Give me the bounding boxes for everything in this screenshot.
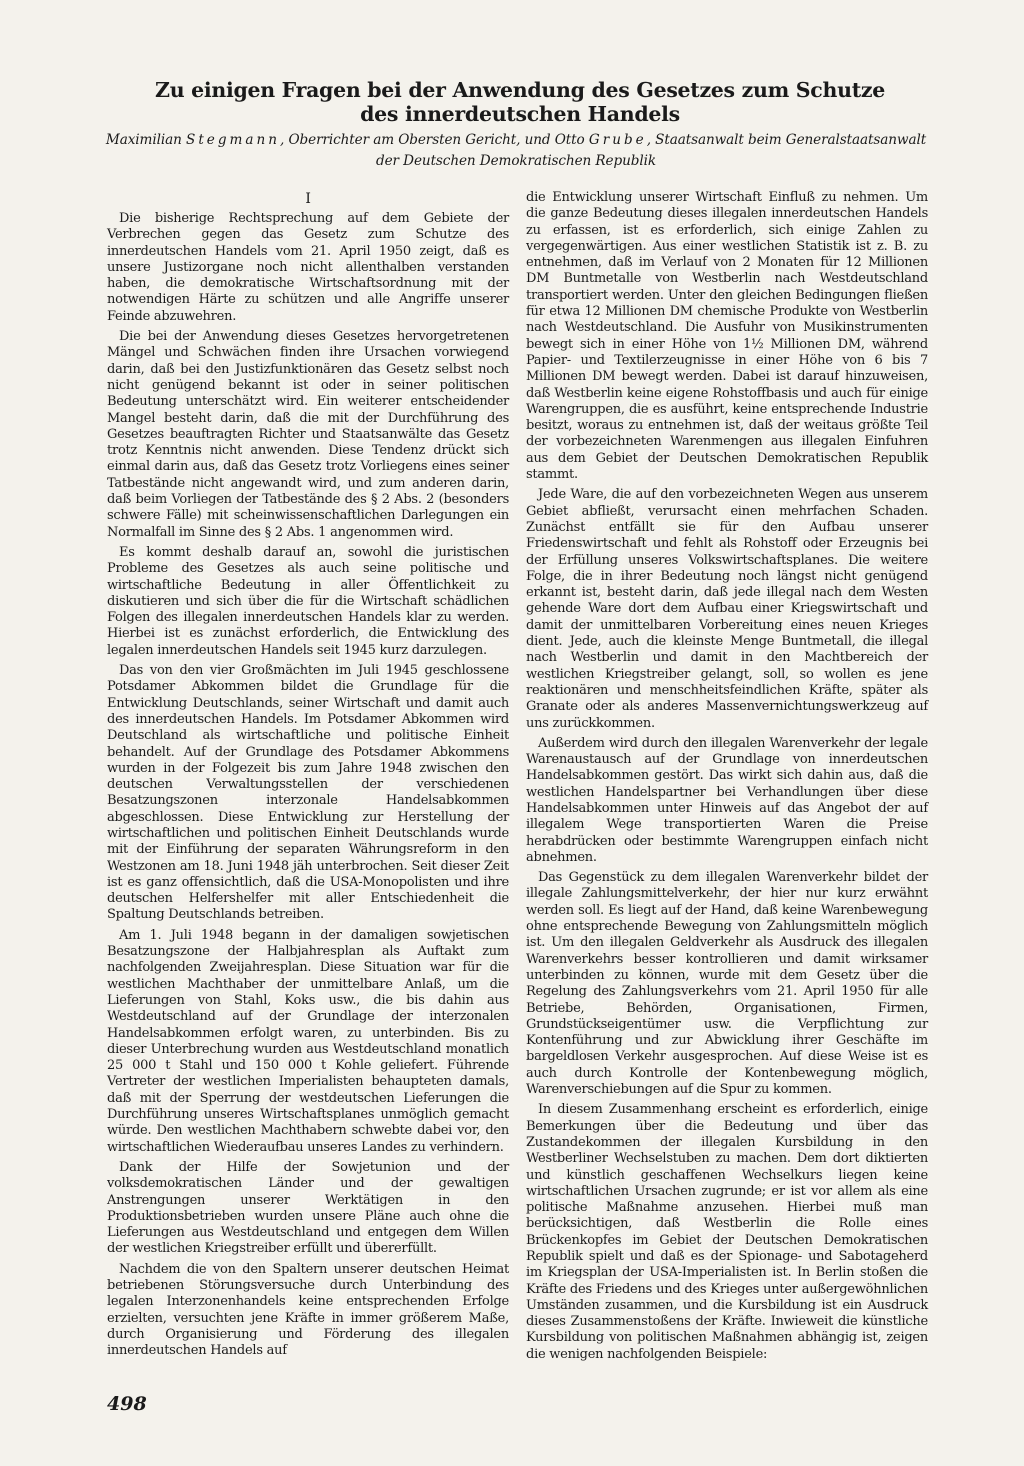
- left-paragraph: Dank der Hilfe der Sowjetunion und der volksdemokratischen Länder und der gewaltigen Anstrengungen unserer Werktätigen in den Produktionsbetrieben wurden unsere Pläne auch ohne die Lieferungen aus Westdeutschland und entgegen dem Willen der westlichen Kriegstreiber erfüllt und übererfüllt.: [107, 1159, 509, 1257]
- right-paragraph: Das Gegenstück zu dem illegalen Warenverkehr bildet der illegale Zahlungsmittelverkehr, der hier nur kurz erwähnt werden soll. Es liegt auf der Hand, daß keine Warenbewegung ohne entsprechende Bewegung von Zahlungsmitteln möglich ist. Um den illegalen Geldverkehr als Ausdruck des illegalen Warenverkehrs besser kontrollieren und damit wirksamer unterbinden zu können, wurde mit dem Gesetz über die Regelung des Zahlungsverkehrs vom 21. April 1950 für alle Betriebe, Behörden, Organisationen, Firmen, Grundstückseigentümer usw. die Verpflichtung zur Kontenführung und zur Abwicklung ihrer Geschäfte im bargeldlosen Verkehr ausgesprochen. Auf diese Weise ist es auch durch Kontrolle der Kontenbewegung möglich, Warenverschiebungen auf die Spur zu kommen.: [526, 870, 928, 1098]
- author1-last: Stegmann: [186, 132, 281, 148]
- author1-role: , Oberrichter am Obersten Gericht, und: [280, 132, 551, 148]
- right-paragraph: In diesem Zusammenhang erscheint es erforderlich, einige Bemerkungen über die Bedeutung und über das Zustandekommen der illegalen Kursbildung in den Westberliner Wechselstuben zu machen. Dem dort diktierten und künstlich geschaffenen Wechselkurs liegen keine wirtschaftlichen Ursachen zugrunde; er ist vor allem als eine politische Maßnahme anzusehen. Hierbei muß man berücksichtigen, daß Westberlin die Rolle eines Brückenkopfes im Gebiet der Deutschen Demokratischen Republik spielt und daß es der Spionage- und Sabotageherd im Kriegsplan der USA-Imperialisten ist. In Berlin stoßen die Kräfte des Friedens und des Krieges unter außergewöhnlichen Umständen zusammen, und die Kursbildung ist ein Ausdruck dieses Zusammenstoßens der Kräfte. Inwieweit die künstliche Kursbildung von politischen Maßnahmen abhängig ist, zeigen die wenigen nachfolgenden Beispiele:: [526, 1102, 928, 1362]
- article-authors: [98, 130, 934, 172]
- section-number: I: [305, 191, 311, 207]
- left-paragraph: Das von den vier Großmächten im Juli 1945 geschlossene Potsdamer Abkommen bildet die Grundlage für die Entwicklung Deutschlands, seiner Wirtschaft und damit auch des innerdeutschen Handels. Im Potsdamer Abkommen wird Deutschland als wirtschaftliche und politische Einheit behandelt. Auf der Grundlage des Potsdamer Abkommens wurden in der Folgezeit bis zum Jahre 1948 zwischen den deutschen Verwaltungsstellen der verschiedenen Besatzungszonen interzonale Handelsabkommen abgeschlossen. Diese Entwicklung zur Herstellung der wirtschaftlichen und politischen Einheit Deutschlands wurde mit der Einführung der separaten Währungsreform in den Westzonen am 18. Juni 1948 jäh unterbrochen. Seit dieser Zeit ist es ganz offensichtlich, daß die USA-Monopolisten und ihre deutschen Helfershelfer mit aller Entschiedenheit die Spaltung Deutschlands betreiben.: [107, 663, 509, 923]
- left-paragraph: Die bei der Anwendung dieses Gesetzes hervorgetretenen Mängel und Schwächen finden ihre Ursachen vorwiegend darin, daß bei den Justizfunktionären das Gesetz selbst noch nicht genügend bekannt ist oder in seiner politischen Bedeutung unterschätzt wird. Ein weiterer entscheidender Mangel besteht darin, daß die mit der Durchführung des Gesetzes beauftragten Richter und Staatsanwälte das Gesetz trotz Kenntnis nicht anwenden. Diese Tendenz drückt sich einmal darin aus, daß das Gesetz trotz Vorliegens eines seiner Tatbestände nicht angewandt wird, und zum anderen darin, daß beim Vorliegen der Tatbestände des § 2 Abs. 2 (besonders schwere Fälle) mit scheinwissenschaftlichen Darlegungen ein Normalfall im Sinne des § 2 Abs. 1 angenommen wird.: [107, 329, 509, 540]
- page-number: 498: [107, 1393, 147, 1415]
- right-paragraph: die Entwicklung unserer Wirtschaft Einfluß zu nehmen. Um die ganze Bedeutung dieses illegalen innerdeutschen Handels zu erfassen, ist es erforderlich, sich einige Zahlen zu vergegenwärtigen. Aus einer westlichen Statistik ist z. B. zu entnehmen, daß im Verlauf von 2 Monaten für 12 Millionen DM Buntmetalle von Westberlin nach Westdeutschland transportiert werden. Unter den gleichen Bedingungen fließen für etwa 12 Millionen DM chemische Produkte von Westberlin nach Westdeutschland. Die Ausfuhr von Musikinstrumenten bewegt sich in einer Höhe von 1½ Millionen DM, während Papier- und Textilerzeugnisse in einer Höhe von 6 bis 7 Millionen DM bewegt werden. Dabei ist darauf hinzuweisen, daß Westberlin keine eigene Rohstoffbasis und auch für einige Warengruppen, die es ausführt, keine entsprechende Industrie besitzt, woraus zu entnehmen ist, daß der weitaus größte Teil der vorbezeichneten Warenmengen aus illegalen Einfuhren aus dem Gebiet der Deutschen Demokratischen Republik stammt.: [526, 190, 928, 483]
- left-paragraph: Es kommt deshalb darauf an, sowohl die juristischen Probleme des Gesetzes als auch seine politische und wirtschaftliche Bedeutung in aller Öffentlichkeit zu diskutieren und sich über die für die Wirtschaft schädlichen Folgen des illegalen innerdeutschen Handels klar zu werden. Hierbei ist es zunächst erforderlich, die Entwicklung des legalen innerdeutschen Handels seit 1945 kurz darzulegen.: [107, 544, 509, 658]
- right-paragraph: Jede Ware, die auf den vorbezeichneten Wegen aus unserem Gebiet abfließt, verursacht einen mehrfachen Schaden. Zunächst entfällt sie für den Aufbau unserer Friedenswirtschaft und fehlt als Rohstoff oder Erzeugnis bei der Erfüllung unseres Volkswirtschaftsplanes. Die weitere Folge, die in ihrer Bedeutung noch längst nicht genügend erkannt ist, besteht darin, daß jede illegal nach dem Westen gehende Ware dort dem Aufbau einer Kriegswirtschaft und damit der unmittelbaren Vorbereitung eines neuen Krieges dient. Jede, auch die kleinste Menge Buntmetall, die illegal nach Westberlin und damit in den Machtbereich der westlichen Kriegstreiber gelangt, soll, so wollen es jene reaktionären und menschheitsfeindlichen Kräfte, später als Granate oder als anderes Massenvernichtungswerkzeug auf uns zurückkommen.: [526, 487, 928, 731]
- left-column: [107, 190, 509, 1363]
- article-title: [120, 78, 920, 126]
- author2-first: Otto: [554, 132, 585, 148]
- left-paragraph: Am 1. Juli 1948 begann in der damaligen sowjetischen Besatzungszone der Halbjahresplan als Auftakt zum nachfolgenden Zweijahresplan. Diese Situation war für die westlichen Machthaber der unmittelbare Anlaß, um die Lieferungen von Stahl, Koks usw., die bis dahin aus Westdeutschland auf der Grundlage der interzonalen Handelsabkommen erfolgt waren, zu unterbinden. Bis zu dieser Unterbrechung wurden aus Westdeutschland monatlich 25 000 t Stahl und 150 000 t Kohle geliefert. Führende Vertreter der westlichen Imperialisten behaupteten damals, daß mit der Sperrung der westdeutschen Lieferungen die Durchführung unseres Wirtschaftsplanes unmöglich gemacht würde. Den westlichen Machthabern schwebte dabei vor, den wirtschaftlichen Wiederaufbau unseres Landes zu verhindern.: [107, 927, 509, 1155]
- author2-role: , Staatsanwalt beim Generalstaatsanwalt der Deutschen Demokratischen Republik: [376, 132, 927, 169]
- author2-last: Grube: [588, 132, 647, 148]
- left-paragraph: Die bisherige Rechtsprechung auf dem Gebiete der Verbrechen gegen das Gesetz zum Schutze des innerdeutschen Handels vom 21. April 1950 zeigt, daß es unsere Justizorgane noch nicht allenthalben verstanden haben, die demokratische Wirtschaftsordnung mit der notwendigen Härte zu schützen und alle Angriffe unserer Feinde abzuwehren.: [107, 211, 509, 324]
- right-paragraph: Außerdem wird durch den illegalen Warenverkehr der legale Warenaustausch auf der Grundlage von innerdeutschen Handelsabkommen gestört. Das wirkt sich dahin aus, daß die westlichen Handelspartner bei Verhandlungen über diese Handelsabkommen unter Hinweis auf das Angebot der auf illegalem Wege transportierten Waren die Preise herabdrücken oder bestimmte Warengruppen einfach nicht abnehmen.: [526, 735, 928, 865]
- left-paragraph: Nachdem die von den Spaltern unserer deutschen Heimat betriebenen Störungsversuche durch Unterbindung des legalen Interzonenhandels keine entsprechenden Erfolge erzielten, versuchten jene Kräfte in immer größerem Maße, durch Organisierung und Förderung des illegalen innerdeutschen Handels auf: [107, 1261, 509, 1359]
- right-column: [526, 190, 928, 1367]
- title-line-1: Zu einigen Fragen bei der Anwendung des Gesetzes zum Schutze: [155, 78, 885, 102]
- title-line-2: des innerdeutschen Handels: [360, 102, 680, 126]
- author1-first: Maximilian: [105, 132, 182, 148]
